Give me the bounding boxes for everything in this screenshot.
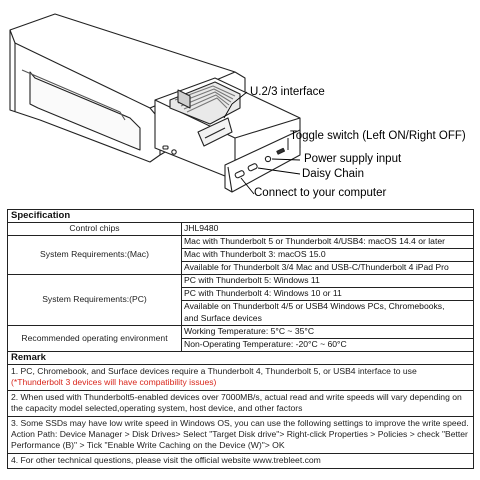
pc-req-1: PC with Thunderbolt 5: Windows 11 bbox=[182, 275, 474, 288]
chips-label: Control chips bbox=[8, 223, 182, 236]
remark-1: 1. PC, Chromebook, and Surface devices require a Thunderbolt 4, Thunderbolt 5, or USB4 interface to use (*Thunderbolt 3 devices will have compatibility issues) bbox=[8, 365, 474, 391]
pc-req-label: System Requirements:(PC) bbox=[8, 275, 182, 326]
remark-1-note: (*Thunderbolt 3 devices will have compatibility issues) bbox=[11, 377, 217, 388]
callout-connect-computer: Connect to your computer bbox=[254, 187, 387, 199]
callout-toggle-switch: Toggle switch (Left ON/Right OFF) bbox=[290, 130, 466, 142]
spec-title: Specification bbox=[8, 210, 474, 223]
pc-req-2: PC with Thunderbolt 4: Windows 10 or 11 bbox=[182, 288, 474, 301]
callout-power-input: Power supply input bbox=[304, 153, 402, 165]
env-working-temp: Working Temperature: 5°C ~ 35°C bbox=[182, 326, 474, 339]
env-nonoperating-temp: Non-Operating Temperature: -20°C ~ 60°C bbox=[182, 339, 474, 352]
remark-2: 2. When used with Thunderbolt5-enabled devices over 7000MB/s, actual read and write speeds will vary depending on the capacity model selected,operating system, host device, and other factors bbox=[8, 390, 474, 416]
mac-req-label: System Requirements:(Mac) bbox=[8, 236, 182, 275]
chips-value: JHL9480 bbox=[182, 223, 474, 236]
specification-table bbox=[7, 209, 473, 469]
callout-u23-interface: U.2/3 interface bbox=[250, 86, 325, 98]
pc-req-3: Available on Thunderbolt 4/5 or USB4 Windows PCs, Chromebooks, and Surface devices bbox=[182, 301, 474, 326]
remark-3: 3. Some SSDs may have low write speed in Windows OS, you can use the following settings to improve the write speed. Action Path: Device Manager > Disk Drives> Select "Target Disk drive"> Right-click Properties > Policies > check "Better Performance (B)" > Tick "Enable Write Caching on the Device (W)"> OK bbox=[8, 416, 474, 453]
mac-req-3: Available for Thunderbolt 3/4 Mac and USB-C/Thunderbolt 4 iPad Pro bbox=[182, 262, 474, 275]
power-input-port bbox=[265, 156, 270, 161]
enclosure-diagram bbox=[0, 0, 480, 208]
mac-req-1: Mac with Thunderbolt 5 or Thunderbolt 4/USB4: macOS 14.4 or later bbox=[182, 236, 474, 249]
remark-4: 4. For other technical questions, please visit the official website www.trebleet.com bbox=[8, 453, 474, 468]
mac-req-2: Mac with Thunderbolt 3: macOS 15.0 bbox=[182, 249, 474, 262]
callout-daisy-chain: Daisy Chain bbox=[302, 168, 364, 180]
env-label: Recommended operating environment bbox=[8, 326, 182, 352]
remark-title: Remark bbox=[8, 352, 474, 365]
